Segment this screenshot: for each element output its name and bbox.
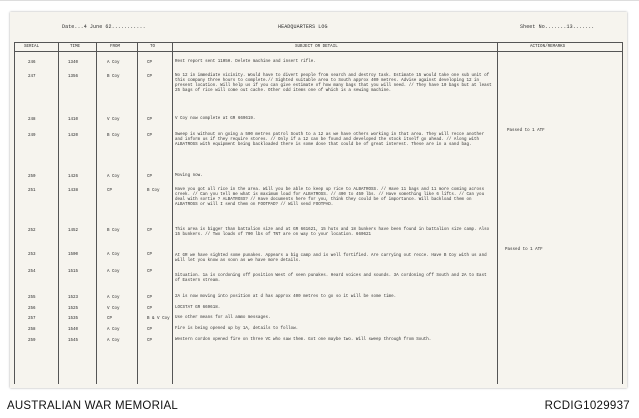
col-rule-6 (622, 42, 623, 384)
to-cell: CP (147, 270, 153, 274)
to-cell: CP (147, 134, 153, 138)
serial-cell: 252 (28, 229, 36, 233)
detail-cell: No 12 in immediate vicinity. Would have to divert people from search and destroy task. Estimate 15 would take one sub unit of this company three hours to complete.// Sighted suitable area to South approx 400 metres. Advise against developing 12 in present location. Will help us if you can give estimate of how many bags that you will need. // They have 10 bags but at least 25 bags of rice will come out cache. Other odd items one of which is a sewing machine. (175, 74, 492, 94)
to-cell: CP (147, 328, 153, 332)
from-cell: A Coy (107, 253, 120, 257)
time-cell: 1540 (68, 328, 79, 332)
from-cell: V Coy (107, 307, 120, 311)
time-cell: 1410 (68, 118, 79, 122)
page-top-edge (0, 0, 639, 1)
col-header-action: ACTION/REMARKS (530, 45, 566, 49)
detail-cell: 2A is now moving into position at d has approx 400 metres to go so it will be some time. (175, 295, 397, 299)
detail-cell: Moving now. (175, 174, 203, 178)
col-rule-4 (172, 42, 173, 384)
detail-cell: Fire is being opened up by 1A, details to follow. (175, 327, 299, 331)
time-cell: 1340 (68, 61, 79, 65)
time-cell: 1356 (68, 75, 79, 79)
col-header-to: TO (150, 45, 156, 49)
table-top-rule (14, 42, 622, 43)
col-header-serial: SERIAL (24, 45, 40, 49)
from-cell: CP (107, 189, 113, 193)
to-cell: CP (147, 118, 153, 122)
log-title: HEADQUARTERS LOG (278, 24, 328, 30)
from-cell: V Coy (107, 118, 120, 122)
time-cell: 1525 (68, 307, 79, 311)
time-cell: 1420 (68, 134, 79, 138)
sheet-number: Sheet No.......13....... (520, 24, 595, 30)
from-cell: A Coy (107, 61, 120, 65)
from-cell: A Coy (107, 328, 120, 332)
action-cell: Passed to 1 ATF (507, 129, 545, 133)
time-cell: 1535 (68, 317, 79, 321)
col-rule-1 (58, 42, 59, 384)
from-cell: A Coy (107, 339, 120, 343)
date-label: Date...4 June 62........... (62, 24, 146, 30)
to-cell: B Coy (147, 189, 160, 193)
action-cell: Passed to 1 ATF (505, 248, 543, 252)
detail-cell: At GR we have sighted some punakes. Appears a big camp and is well fortified. Are carrying out recce. Have B Coy with us and will let you know as soon as we have more details. (175, 254, 487, 264)
detail-cell: LOCSTAT GR 669618. (175, 306, 221, 310)
detail-cell: This area is bigger than battalion size and at GR 661621, 15 huts and 18 bunkers have been found in battalion size camp. Also 15 bunkers. // Two loads of 700 lbs of TNT are on way to your location. 660621 (175, 228, 490, 238)
record-id: RCDIG1029937 (544, 400, 630, 412)
to-cell: CP (147, 229, 153, 233)
time-cell: 1515 (68, 270, 79, 274)
col-rule-5 (497, 42, 498, 384)
time-cell: 1452 (68, 229, 79, 233)
serial-cell: 246 (28, 61, 36, 65)
from-cell: B Coy (107, 134, 120, 138)
col-rule-2 (96, 42, 97, 384)
detail-cell: Situation. 1a is cordoning off position West of seen punakes. Heard voices and sounds. 3A cordoning off South and 2A to East of Eastern stream. (175, 274, 487, 284)
table-header-rule (14, 51, 622, 52)
col-header-subject: SUBJECT OR DETAIL (295, 45, 338, 49)
time-cell: 1545 (68, 339, 79, 343)
log-sheet (10, 12, 627, 388)
serial-cell: 247 (28, 75, 36, 79)
serial-cell: 255 (28, 296, 36, 300)
serial-cell: 249 (28, 134, 36, 138)
detail-cell: Rest report sent 1105H. Delete machine and insert rifle. (175, 60, 316, 64)
from-cell: B Coy (107, 75, 120, 79)
time-cell: 1523 (68, 296, 79, 300)
detail-cell: Sweep is without on going a 500 metres patrol South to a 12 as we have others working in that area. They will recce another and inform us if they require stores. // Only if a 12 can be found and developed the stock itself go ahead. // Along with ALBATROSS with equipment being backloaded there is some dose that could be of great interest. These are in a sand bag. (175, 133, 485, 148)
to-cell: CP (147, 296, 153, 300)
serial-cell: 259 (28, 339, 36, 343)
from-cell: A Coy (107, 175, 120, 179)
time-cell: 1500 (68, 253, 79, 257)
archive-caption: AUSTRALIAN WAR MEMORIAL (7, 400, 178, 412)
from-cell: B Coy (107, 229, 120, 233)
from-cell: A Coy (107, 296, 120, 300)
col-header-from: FROM (110, 45, 121, 49)
from-cell: A Coy (107, 270, 120, 274)
detail-cell: Western cordon opened fire on three VC who saw them. Got one maybe two. Will sweep through from South. (175, 338, 432, 342)
detail-cell: Have you got all rice in the area. Will you be able to keep up rice to ALBATROSS. // Have 11 bags and 11 more coming across creek. // Can you tell me what is maximum load for ALBATROSS. // 400 to 450 lbs. // Have something like 6 lifts. // Can you deal with sortie ? ALBATROSS? // Have documents here for you, think they could be of importance. Will backload them on ALBATROSS or will I send them on FOOTPAD? // Will send FOOTPAD. (175, 188, 485, 208)
col-rule-3 (137, 42, 138, 384)
serial-cell: 251 (28, 189, 36, 193)
time-cell: 1438 (68, 189, 79, 193)
col-header-time: TIME (70, 45, 81, 49)
to-cell: CP (147, 61, 153, 65)
serial-cell: 258 (28, 328, 36, 332)
serial-cell: 254 (28, 270, 36, 274)
to-cell: B & V Coy (147, 317, 170, 321)
to-cell: CP (147, 175, 153, 179)
from-cell: CP (107, 317, 113, 321)
serial-cell: 257 (28, 317, 36, 321)
detail-cell: Use other means for all ammo messages. (175, 316, 271, 320)
serial-cell: 253 (28, 253, 36, 257)
to-cell: CP (147, 253, 153, 257)
serial-cell: 256 (28, 307, 36, 311)
to-cell: CP (147, 307, 153, 311)
detail-cell: V Coy now complete at GR 669619. (175, 117, 256, 121)
serial-cell: 250 (28, 175, 36, 179)
col-rule-0 (14, 42, 15, 384)
serial-cell: 248 (28, 118, 36, 122)
to-cell: CP (147, 75, 153, 79)
to-cell: CP (147, 339, 153, 343)
time-cell: 1426 (68, 175, 79, 179)
